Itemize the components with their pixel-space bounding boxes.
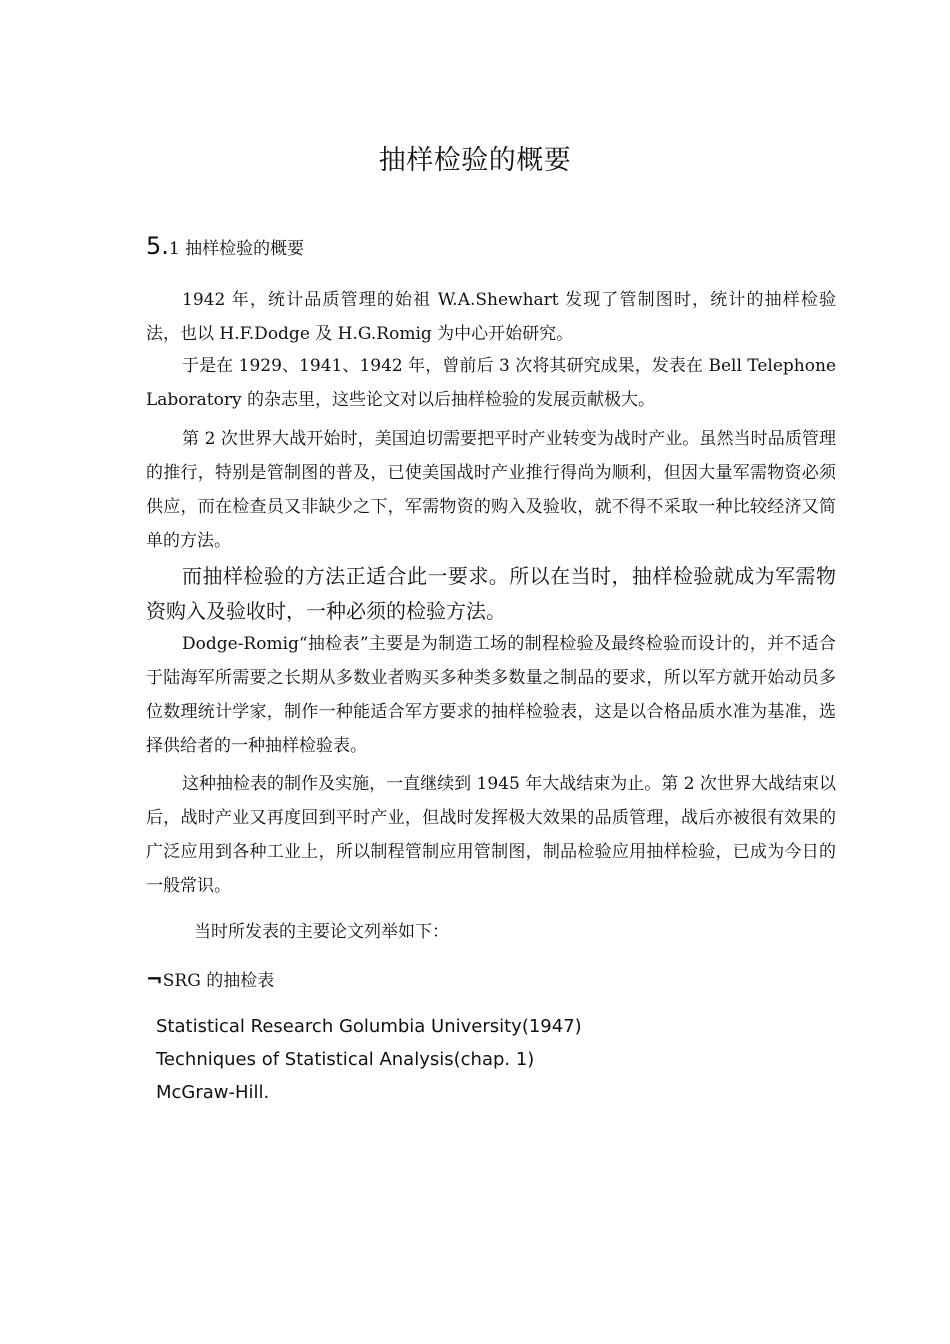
paragraph-5-block [146,627,836,763]
paragraph-4-block [146,559,836,629]
reference-item: Statistical Research Golumbia University(1947) [156,1016,582,1037]
srg-heading [146,962,274,998]
paragraph: Dodge-Romig“抽检表”主要是为制造工场的制程检验及最终检验而设计的，并不适合于陆海军所需要之长期从多数业者购买多种类多数量之制品的要求，所以军方就开始动员多位数理统计学家，制作一种能适合军方要求的抽样检验表，这是以合格品质水准为基准，选择供给者的一种抽样检验表。 [146,634,836,756]
reference-item: Techniques of Statistical Analysis(chap. 1) [156,1049,535,1070]
section-heading [146,232,304,260]
section-number: 5. [146,232,169,260]
paragraph-6-block [146,767,836,903]
reference-list [156,1010,582,1109]
paragraph-1-block [146,283,836,351]
paragraph: 这种抽检表的制作及实施，一直继续到 1945 年大战结束为止。第 2 次世界大战结束以后，战时产业又再度回到平时产业，但战时发挥极大效果的品质管理，战后亦被很有效果的广泛应用到各种工业上，所以制程管制应用管制图，制品检验应用抽样检验，已成为今日的一般常识。 [146,774,836,896]
paragraph: 第 2 次世界大战开始时，美国迫切需要把平时产业转变为战时产业。虽然当时品质管理的推行，特别是管制图的普及，已使美国战时产业推行得尚为顺利，但因大量军需物资必须供应，而在检查员又非缺少之下，军需物资的购入及验收，就不得不采取一种比较经济又简单的方法。 [146,429,836,551]
paragraph: 于是在 1929、1941、1942 年，曾前后 3 次将其研究成果，发表在 Bell Telephone Laboratory 的杂志里，这些论文对以后抽样检验的发展贡献极大。 [146,356,836,410]
srg-heading-label: SRG 的抽检表 [162,971,275,991]
paragraph: 而抽样检验的方法正适合此一要求。所以在当时，抽样检验就成为军需物资购入及验收时，一种必须的检验方法。 [146,564,836,623]
paragraph-2-block [146,349,836,417]
not-sign-bullet-icon: ¬ [146,967,163,991]
paragraph: 1942 年，统计品质管理的始祖 W.A.Shewhart 发现了管制图时，统计的抽样检验法，也以 H.F.Dodge 及 H.G.Romig 为中心开始研究。 [146,290,836,344]
reference-item: McGraw-Hill. [156,1082,270,1103]
section-label: 1 抽样检验的概要 [168,239,305,259]
list-intro: 当时所发表的主要论文列举如下： [194,922,449,942]
paragraph-3-block [146,422,836,558]
document-title: 抽样检验的概要 [378,145,572,176]
